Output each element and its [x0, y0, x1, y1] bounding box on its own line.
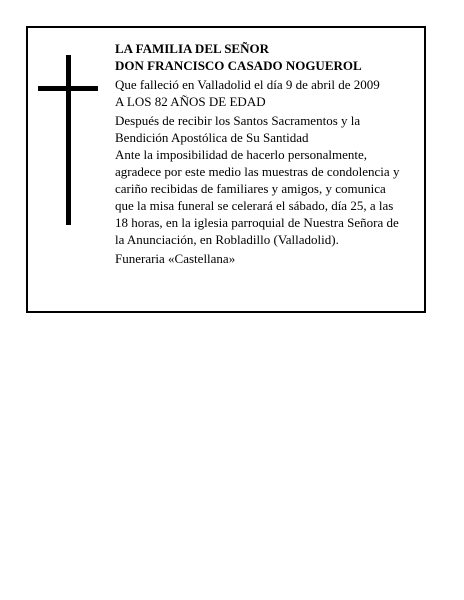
heading-deceased-name: DON FRANCISCO CASADO NOGUEROL	[115, 58, 362, 73]
message-line-6: la Anunciación, en Robladillo (Valladolid).	[115, 232, 339, 247]
message-line-5: 18 horas, en la iglesia parroquial de Nuestra Señora de	[115, 215, 399, 230]
death-date-line: Que falleció en Valladolid el día 9 de abril de 2009	[115, 77, 380, 92]
cross-horizontal-bar	[38, 86, 98, 91]
age-line: A LOS 82 AÑOS DE EDAD	[115, 94, 266, 109]
cross-icon	[38, 55, 98, 225]
message-line-2: agradece por este medio las muestras de condolencia y	[115, 164, 400, 179]
sacraments-line-1: Después de recibir los Santos Sacramentos y la	[115, 113, 361, 128]
cross-vertical-bar	[66, 55, 71, 225]
message-line-3: cariño recibidas de familiares y amigos, y comunica	[115, 181, 386, 196]
sacraments-line-2: Bendición Apostólica de Su Santidad	[115, 130, 309, 145]
notice-text	[115, 40, 419, 267]
message-line-1: Ante la imposibilidad de hacerlo personalmente,	[115, 147, 367, 162]
funeral-home: Funeraria «Castellana»	[115, 251, 236, 266]
obituary-notice	[26, 26, 426, 313]
message-line-4: que la misa funeral se celerará el sábado, día 25, a las	[115, 198, 394, 213]
heading-family: LA FAMILIA DEL SEÑOR	[115, 41, 269, 56]
